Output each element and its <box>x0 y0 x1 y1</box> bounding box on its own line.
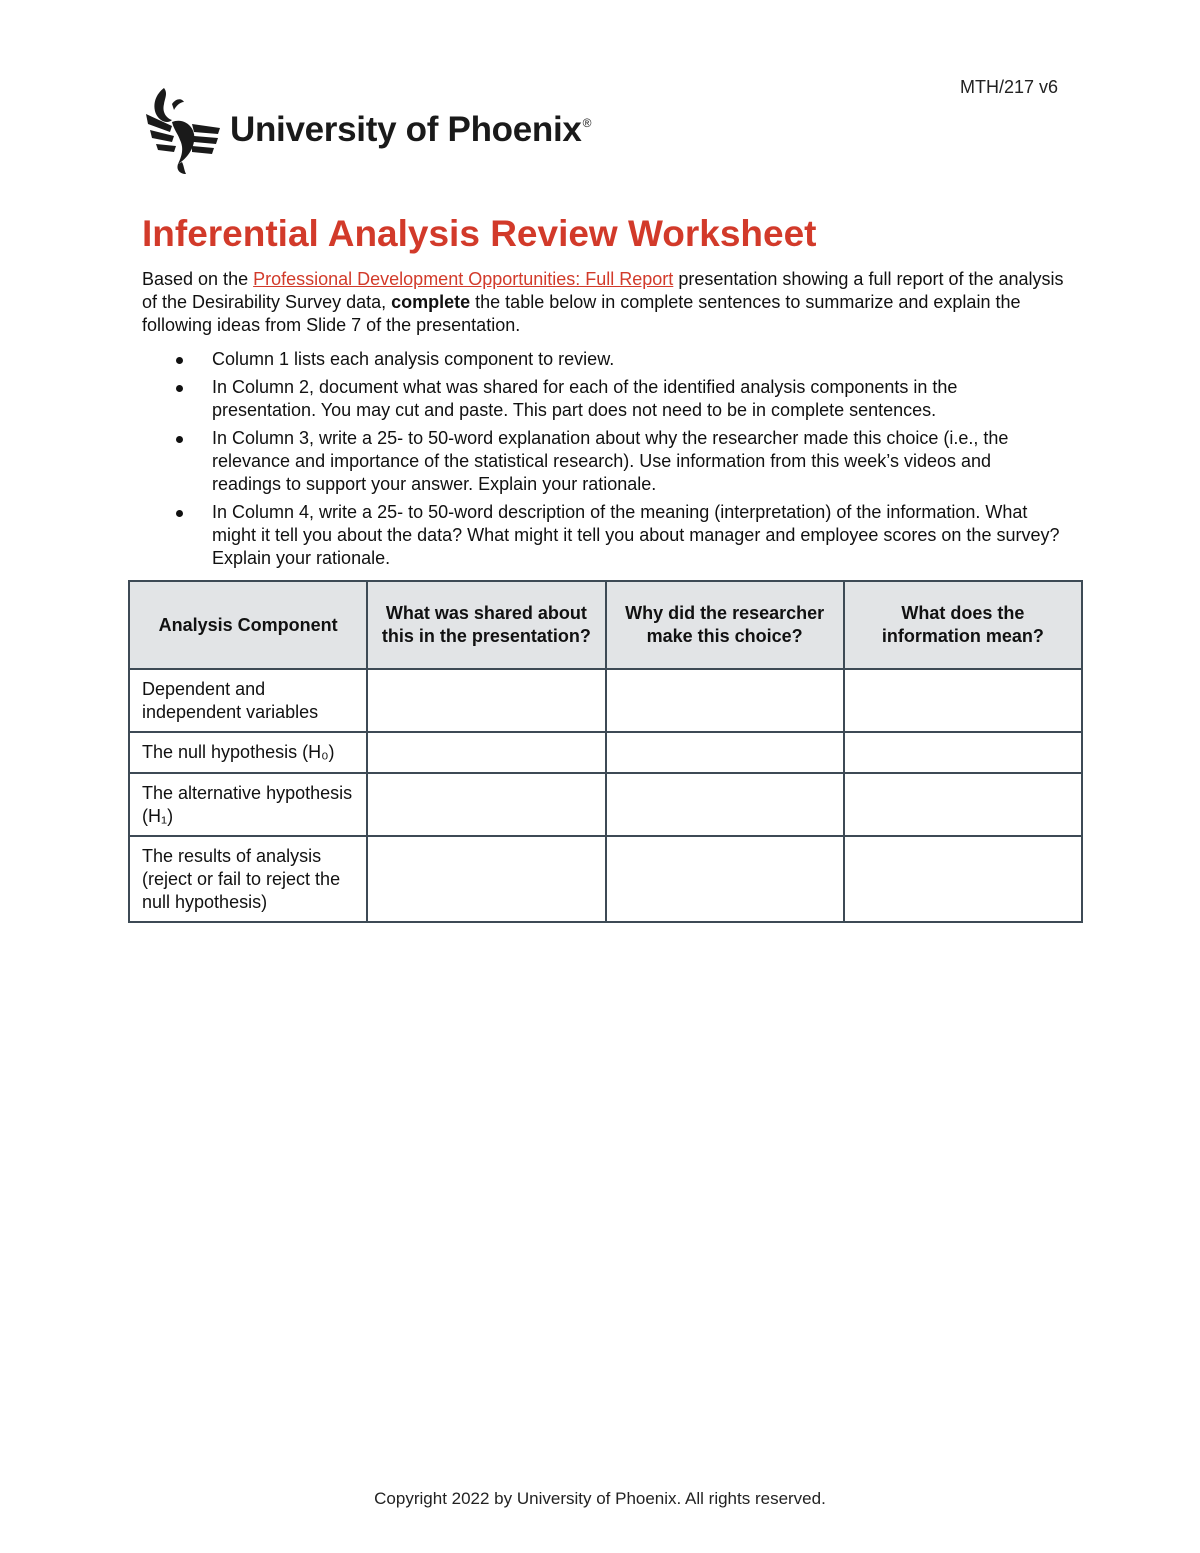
list-item: In Column 3, write a 25- to 50-word explanation about why the researcher made this choice (i.e., the relevance and importance of the statistical research). Use information from this week’s videos and readings to support your answer. Explain your rationale. <box>142 427 1062 496</box>
shared-cell[interactable] <box>367 669 605 732</box>
shared-cell[interactable] <box>367 732 605 773</box>
table-row <box>129 836 1082 922</box>
analysis-table <box>128 580 1083 923</box>
component-cell: The results of analysis (reject or fail to reject the null hypothesis) <box>129 836 367 922</box>
intro-paragraph <box>142 268 1072 337</box>
university-logo <box>142 84 591 176</box>
choice-cell[interactable] <box>606 836 844 922</box>
table-row <box>129 669 1082 732</box>
meaning-cell[interactable] <box>844 773 1082 836</box>
meaning-cell[interactable] <box>844 669 1082 732</box>
choice-cell[interactable] <box>606 669 844 732</box>
intro-text-middle: presentation showing a full report of the analysis of the Desirability Survey data, <box>142 269 1064 312</box>
choice-cell[interactable] <box>606 732 844 773</box>
registered-mark: ® <box>582 116 592 130</box>
table-row <box>129 773 1082 836</box>
phoenix-bird-icon <box>142 84 222 176</box>
shared-cell[interactable] <box>367 773 605 836</box>
header-why-choice: Why did the researcher make this choice? <box>606 581 844 669</box>
component-cell: Dependent and independent variables <box>129 669 367 732</box>
meaning-cell[interactable] <box>844 836 1082 922</box>
bullet-icon <box>176 357 183 364</box>
intro-text-start: Based on the <box>142 269 254 289</box>
copyright-footer: Copyright 2022 by University of Phoenix. All rights reserved. <box>374 1489 826 1508</box>
intro-bold-word: complete <box>391 292 471 312</box>
course-code: MTH/217 v6 <box>959 77 1058 97</box>
list-item: In Column 4, write a 25- to 50-word description of the meaning (interpretation) of the information. What might it tell you about the data? What might it tell you about manager and employee scores on the survey? Explain your rationale. <box>142 501 1062 570</box>
full-report-link[interactable]: Professional Development Opportunities: Full Report <box>253 269 674 289</box>
instruction-list <box>142 348 1062 575</box>
shared-cell[interactable] <box>367 836 605 922</box>
bullet-icon <box>176 510 183 517</box>
list-item: Column 1 lists each analysis component to review. <box>142 348 1062 371</box>
header-information-meaning: What does the information mean? <box>844 581 1082 669</box>
table-row <box>129 732 1082 773</box>
bullet-icon <box>176 436 183 443</box>
choice-cell[interactable] <box>606 773 844 836</box>
header-what-was-shared: What was shared about this in the presentation? <box>367 581 605 669</box>
meaning-cell[interactable] <box>844 732 1082 773</box>
component-cell: The null hypothesis (H₀) <box>129 732 367 773</box>
page-title: Inferential Analysis Review Worksheet <box>142 213 817 254</box>
intro-text-end: the table below in complete sentences to summarize and explain the following ideas from Slide 7 of the presentation. <box>142 292 1021 335</box>
header-analysis-component: Analysis Component <box>129 581 367 669</box>
logo-wordmark: University of Phoenix® <box>230 110 592 149</box>
bullet-icon <box>176 385 183 392</box>
list-item: In Column 2, document what was shared for each of the identified analysis components in the presentation. You may cut and paste. This part does not need to be in complete sentences. <box>142 376 1062 422</box>
component-cell: The alternative hypothesis (H₁) <box>129 773 367 836</box>
table-header-row <box>129 581 1082 669</box>
